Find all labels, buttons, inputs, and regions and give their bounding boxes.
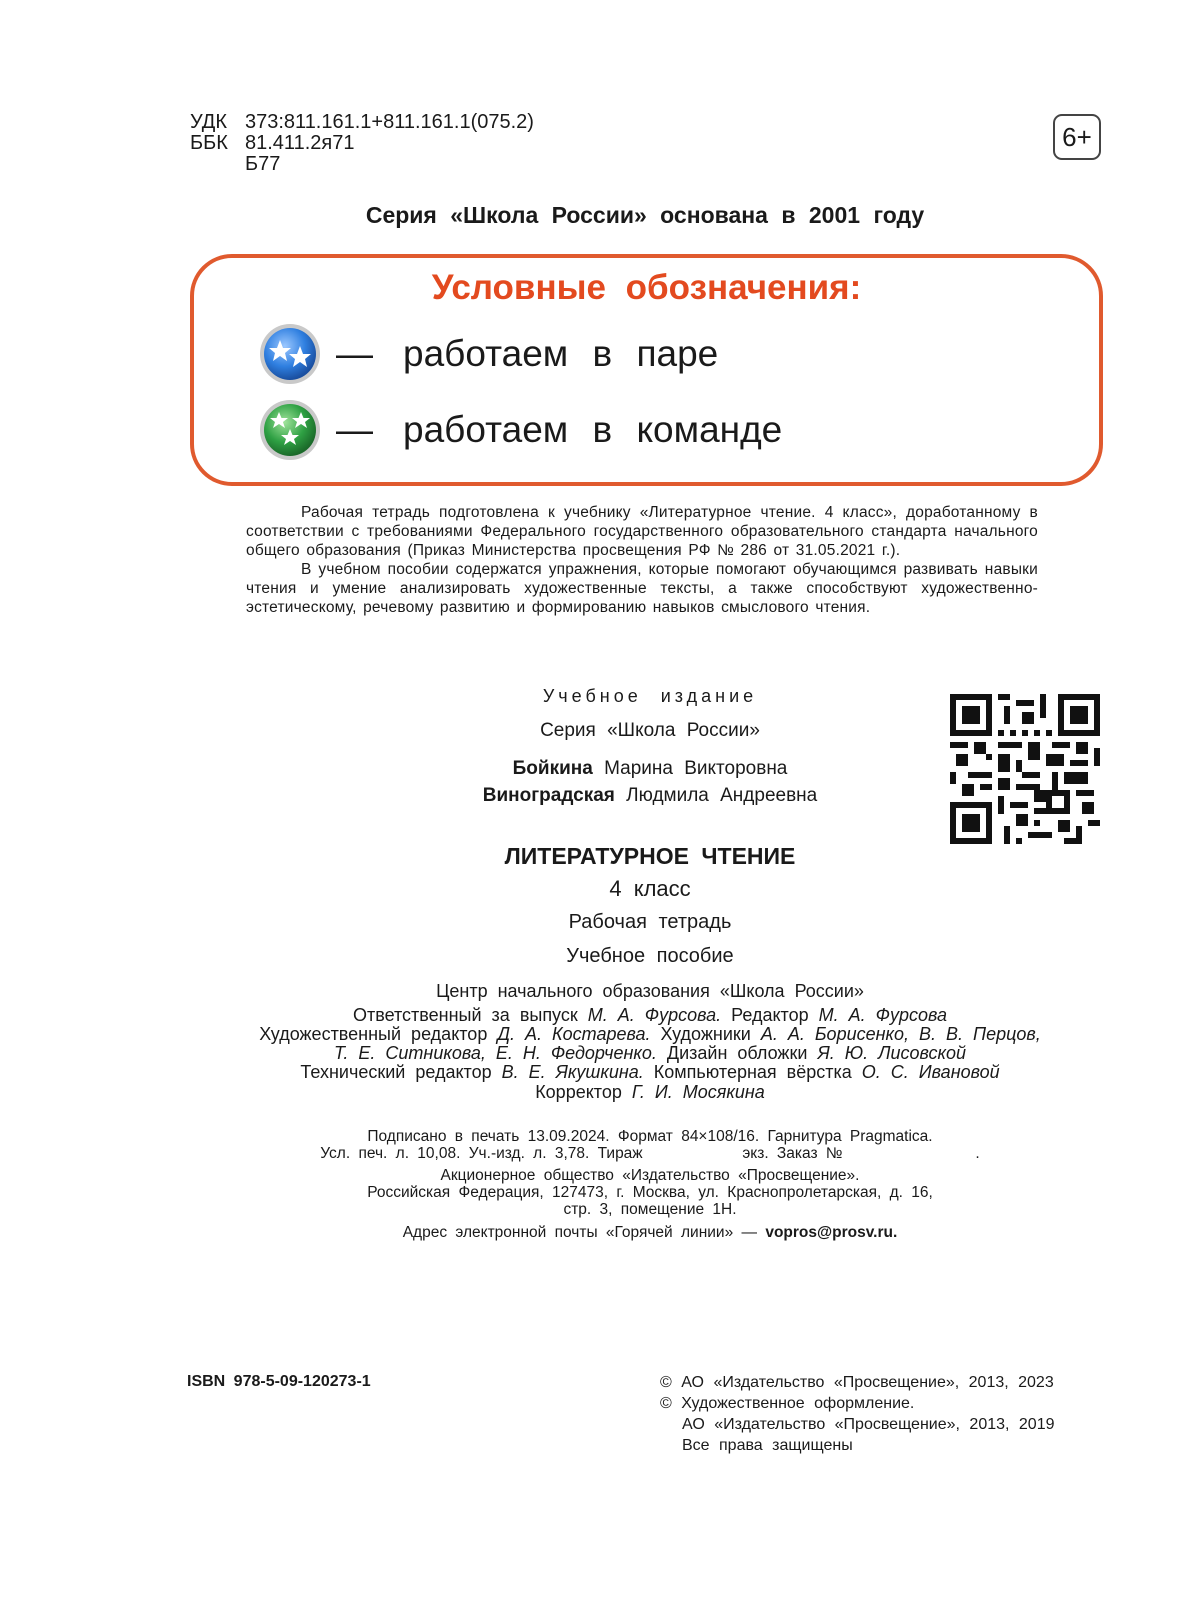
legend-title: Условные обозначения:: [431, 268, 862, 307]
legend-dash: —: [336, 333, 373, 374]
credits-person: М. А. Фурсова: [818, 1005, 947, 1025]
legend-item-team: [258, 398, 782, 462]
intro-text: [246, 503, 1038, 617]
book-purpose: Учебное пособие: [566, 945, 734, 967]
bbk-label: ББК: [190, 132, 228, 154]
imprint-line: Усл. печ. л. 10,08. Уч.-изд. л. 3,78. Тираж экз. Заказ № .: [320, 1145, 980, 1162]
book-title: ЛИТЕРАТУРНОЕ ЧТЕНИЕ: [504, 843, 796, 869]
imprint-line: Подписано в печать 13.09.2024. Формат 84×108/16. Гарнитура Pragmatica.: [367, 1128, 933, 1145]
email-label: Адрес электронной почты «Горячей линии» —: [402, 1224, 758, 1241]
email-link[interactable]: vopros@prosv.ru.: [765, 1224, 898, 1241]
credits-line: [235, 1025, 1065, 1044]
legend-dash: —: [336, 409, 373, 450]
credits-person: Я. Ю. Лисовской: [817, 1043, 966, 1063]
copyright-line: © Художественное оформление.: [660, 1395, 915, 1412]
credits-person: А. А. Борисенко, В. В. Перцов,: [760, 1024, 1041, 1044]
credits-role: Ответственный за выпуск: [353, 1005, 578, 1025]
author-mark: Б77: [245, 153, 281, 175]
credits-person: Г. И. Мосякина: [631, 1082, 765, 1102]
bbk-value: 81.411.2я71: [245, 132, 355, 154]
udk-value: 373:811.161.1+811.161.1(075.2): [245, 111, 534, 133]
pair-work-icon: [258, 322, 322, 386]
credits-line: [235, 1083, 1065, 1102]
credits-center: Центр начального образования «Школа России»: [436, 981, 864, 1001]
book-kind: Рабочая тетрадь: [568, 911, 732, 933]
udk-label: УДК: [190, 111, 228, 133]
legend-item-pair: [258, 322, 718, 386]
imprint-line: Российская Федерация, 127473, г. Москва, ул. Краснопролетарская, д. 16,: [367, 1184, 933, 1201]
copyright-line: АО «Издательство «Просвещение», 2013, 2019: [682, 1416, 1055, 1433]
copyright-line: © АО «Издательство «Просвещение», 2013, 2023: [660, 1374, 1054, 1391]
credits-person: М. А. Фурсова.: [587, 1005, 722, 1025]
series-line: Серия «Школа России» основана в 2001 году: [365, 202, 925, 228]
copyright-line: Все права защищены: [682, 1437, 853, 1454]
imprint-line: стр. 3, помещение 1Н.: [563, 1201, 737, 1218]
credits-role: Художественный редактор: [259, 1024, 488, 1044]
credits-person: Т. Е. Ситникова, Е. Н. Федорченко.: [334, 1043, 657, 1063]
credits-role: Художники: [660, 1024, 751, 1044]
legend-text-team: работаем в команде: [403, 409, 783, 450]
credits-role: Корректор: [535, 1082, 622, 1102]
author-name: Людмила Андреевна: [626, 785, 818, 806]
credits-line: [235, 1063, 1065, 1082]
author-1: [300, 758, 1000, 780]
credits-line: [235, 1006, 1065, 1025]
author-2: [300, 785, 1000, 807]
intro-paragraph: В учебном пособии содержатся упражнения, которые помогают обучающимся развивать навыки чтения и умение анализировать художественные тексты, а также способствуют художественно-эстетическому, речевому развитию и формированию навыков смыслового чтения.: [246, 561, 1038, 616]
hotline-line: [280, 1224, 1020, 1241]
credits-role: Редактор: [731, 1005, 809, 1025]
credits-role: Технический редактор: [300, 1062, 492, 1082]
legend-box: [190, 254, 1103, 486]
legend-text-pair: работаем в паре: [403, 333, 719, 374]
imprint-line: Акционерное общество «Издательство «Просвещение».: [440, 1167, 860, 1184]
age-rating-badge: 6+: [1053, 114, 1101, 160]
credits-person: В. Е. Якушкина.: [501, 1062, 644, 1082]
credits-role: Компьютерная вёрстка: [653, 1062, 852, 1082]
author-surname: Бойкина: [512, 758, 593, 779]
classification-codes: [190, 112, 534, 175]
credits-role: Дизайн обложки: [666, 1043, 808, 1063]
grade: 4 класс: [609, 876, 691, 901]
isbn: ISBN 978-5-09-120273-1: [187, 1373, 371, 1390]
copyright-block: [660, 1372, 1055, 1456]
author-name: Марина Викторовна: [604, 758, 788, 779]
credits-person: Д. А. Костарева.: [497, 1024, 651, 1044]
credits-person: О. С. Ивановой: [861, 1062, 1000, 1082]
team-work-icon: [258, 398, 322, 462]
intro-paragraph: Рабочая тетрадь подготовлена к учебнику «Литературное чтение. 4 класс», доработанному в соответствии с требованиями Федерального государственного образовательного стандарта начального общего образования (Приказ Министерства просвещения РФ № 286 от 31.05.2021 г.).: [246, 504, 1038, 559]
edition-type: Учебное издание: [542, 686, 758, 706]
author-surname: Виноградская: [482, 785, 615, 806]
series-name: Серия «Школа России»: [540, 720, 760, 741]
credits-line: [235, 1044, 1065, 1063]
qr-code-icon: [950, 694, 1100, 844]
